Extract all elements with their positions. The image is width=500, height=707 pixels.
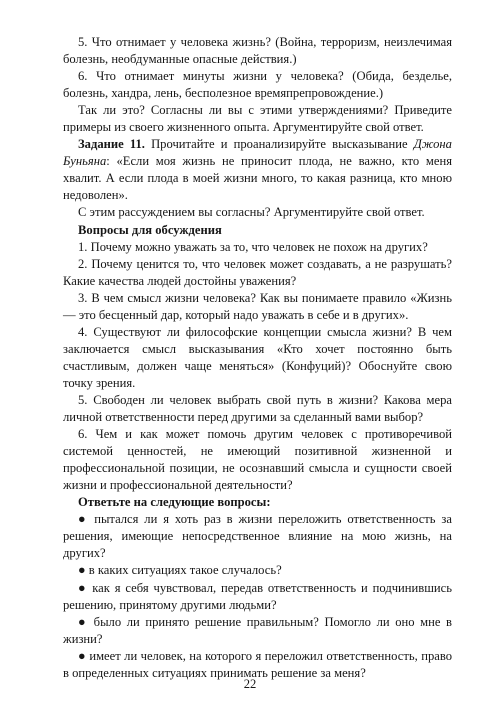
task-author: Джона Буньяна: [63, 137, 452, 169]
answer-item-2: ● в каких ситуациях такое случалось?: [78, 563, 282, 578]
answer-item-5: ● имеет ли человек, на которого я переложил ответственность, право в определенных ситуациях принимать решение за меня?: [63, 648, 452, 680]
page-number: 22: [243, 677, 257, 691]
task-label: Задание 11.: [78, 137, 145, 152]
discussion-question-2: 2. Почему ценится то, что человек может создавать, а не разрушать? Какие качества людей достойны уважения?: [63, 256, 452, 288]
paragraph-reflection: Так ли это? Согласны ли вы с этими утверждениями? Приведите примеры из своего жизненного опыта. Аргументируйте свой ответ.: [63, 103, 452, 135]
discussion-heading: Вопросы для обсуждения: [78, 222, 222, 237]
task-11: [63, 136, 452, 204]
answer-item-1: ● пытался ли я хоть раз в жизни переложить ответственность за решения, имеющие непосредственное влияние на мою жизнь, на других?: [63, 512, 452, 561]
answer-item-4: ● было ли принято решение правильным? Помогло ли оно мне в жизни?: [63, 614, 452, 646]
discussion-question-1: 1. Почему можно уважать за то, что человек не похож на других?: [78, 239, 428, 254]
discussion-question-5: 5. Свободен ли человек выбрать свой путь в жизни? Какова мера личной ответственности перед другими за сделанный вами выбор?: [63, 392, 452, 425]
answer-heading: Ответьте на следующие вопросы:: [78, 495, 271, 510]
paragraph-q6: 6. Что отнимает минуты жизни у человека? (Обида, безделье, болезнь, хандра, лень, бесполезное времяпрепровождение.): [63, 69, 452, 101]
task-quote: : «Если моя жизнь не приносит плода, не важно, кто меня хвалит. А если плода в моей жизни много, то какая разница, кто мною недоволен».: [63, 154, 452, 203]
answer-item-3: ● как я себя чувствовал, передав ответственность и подчинившись решению, принятому другими людьми?: [63, 580, 452, 612]
task-intro: Прочитайте и проанализируйте высказывание: [144, 137, 414, 152]
discussion-question-3: 3. В чем смысл жизни человека? Как вы понимаете правило «Жизнь — это бесценный дар, который надо уважать в себе и в других».: [63, 290, 452, 322]
discussion-question-4: 4. Существуют ли философские концепции смысла жизни? В чем заключается смысл высказывания «Кто хочет постоянно быть счастливым, должен чаще меняться» (Конфуций)? Обоснуйте свою точку зрения.: [63, 324, 452, 390]
task-followup: С этим рассуждением вы согласны? Аргументируйте свой ответ.: [78, 205, 425, 220]
paragraph-q5: 5. Что отнимает у человека жизнь? (Война, терроризм, неизлечимая болезнь, необдуманные опасные действия.): [63, 35, 452, 67]
discussion-question-6: 6. Чем и как может помочь другим человек с противоречивой системой ценностей, не имеющий позитивной жизненной и профессиональной позиции, не осознавший смысла и сущности своей жизни и профессиональной деятельности?: [63, 427, 452, 493]
